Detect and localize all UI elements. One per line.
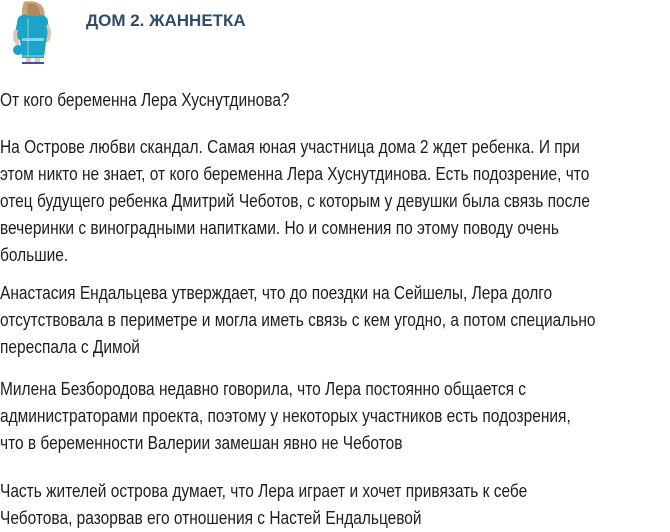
paragraph-line: администраторами проекта, поэтому у некоторых участников есть подозрения, (0, 406, 571, 426)
paragraph-line: этом никто не знает, от кого беременна Лера Хуснутдинова. Есть подозрение, что (0, 164, 590, 184)
paragraph-3 (0, 376, 654, 457)
avatar-image-icon (4, 0, 58, 68)
paragraph-4 (0, 478, 654, 532)
site-title[interactable]: ДОМ 2. ЖАННЕТКА (86, 11, 246, 30)
paragraph-line: Часть жителей острова думает, что Лера играет и хочет привязать к себе (0, 481, 528, 501)
article-headline (0, 87, 654, 114)
paragraph-line: Анастасия Ендальцева утверждает, что до поездки на Сейшелы, Лера долго (0, 283, 553, 303)
paragraph-line: вечеринки с виноградными напитками. Но и сомнения по этому поводу очень (0, 218, 559, 238)
paragraph-line: переспала с Димой (0, 337, 140, 357)
paragraph-1 (0, 134, 654, 269)
paragraph-line: Чеботова, разорвав его отношения с Настей Ендальцевой (0, 508, 422, 528)
paragraph-line: отец будущего ребенка Дмитрий Чеботов, с которым у девушки была связь после (0, 191, 590, 211)
avatar[interactable] (4, 0, 58, 68)
paragraph-line: Милена Безбородова недавно говорила, что Лера постоянно общается с (0, 379, 526, 399)
paragraph-2 (0, 280, 654, 361)
paragraph-line: что в беременности Валерии замешан явно не Чеботов (0, 433, 403, 453)
paragraph-line: отсутствовала в периметре и могла иметь связь с кем угодно, а потом специально (0, 310, 596, 330)
site-header (0, 0, 670, 72)
paragraph-line: На Острове любви скандал. Самая юная участница дома 2 ждет ребенка. И при (0, 137, 580, 157)
paragraph-line: большие. (0, 245, 69, 265)
headline-text: От кого беременна Лера Хуснутдинова? (0, 90, 290, 110)
